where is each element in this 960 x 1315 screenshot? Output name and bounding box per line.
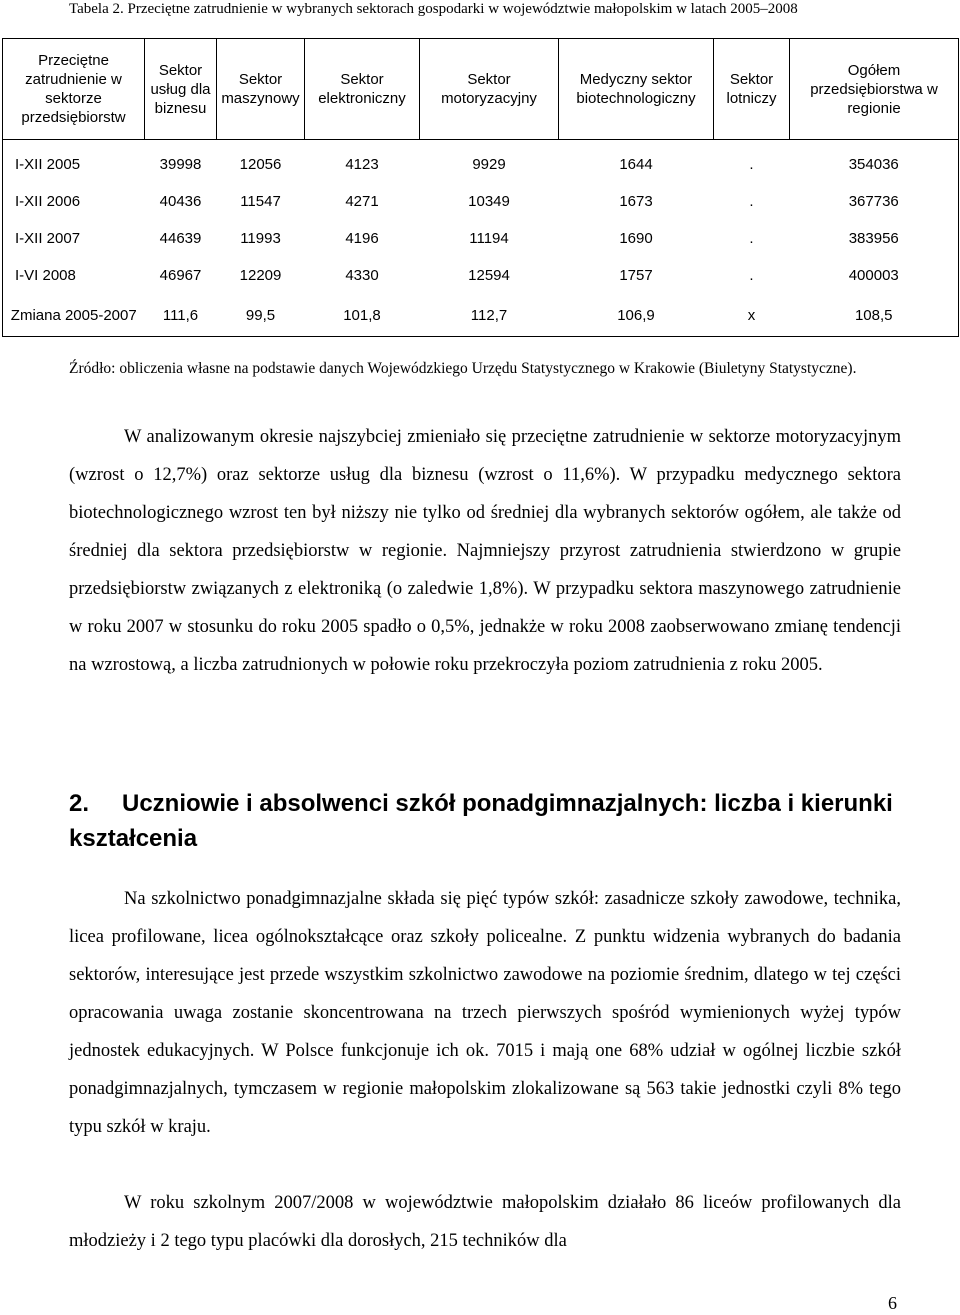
- section-title: Uczniowie i absolwenci szkół ponadgimnazjalnych: liczba i kierunki kształcenia: [69, 790, 893, 852]
- body-paragraph: Na szkolnictwo ponadgimnazjalne składa się pięć typów szkół: zasadnicze szkoły zawodowe, technika, licea profilowane, licea ogólnokształcące oraz szkoły policealne. Z punktu widzenia wybranych do badania sektorów, interesujące jest przede wszystkim szkolnictwo zawodowe na poziomie średnim, dlatego w tej części opracowania uwaga zostanie skoncentrowana na trzech pierwszych spośród wymienionych wyżej typów jednostek edukacyjnych. W Polsce funkcjonuje ich ok. 7015 i mają one 68% udział w ogólnej liczbie szkół ponadgimnazjalnych, tymczasem w regionie małopolskim zlokalizowane są 563 takie jednostki czyli 8% tego typu szkół w kraju.: [69, 889, 901, 1137]
- table-cell: .: [749, 230, 754, 247]
- row-label: I-XII 2007: [3, 220, 145, 257]
- table-cell: 111,6: [145, 294, 217, 337]
- table-cell: 1757: [619, 267, 653, 284]
- row-label: Zmiana 2005-2007: [3, 294, 145, 337]
- table-cell: .: [749, 193, 754, 210]
- table-cell: 400003: [790, 257, 959, 294]
- table-cell: 39998: [159, 156, 202, 173]
- table-cell: 11547: [240, 193, 281, 210]
- table-cell: 12594: [468, 267, 510, 284]
- table-cell: 9929: [472, 156, 506, 173]
- table-cell: 44639: [159, 230, 202, 247]
- table-cell: 108,5: [790, 294, 959, 337]
- table-row: [3, 220, 959, 257]
- table-cell: 4330: [345, 267, 379, 284]
- table-cell: 40436: [159, 193, 202, 210]
- table-row: [3, 140, 959, 184]
- table-cell: 12209: [239, 267, 282, 284]
- header-cell: Sektor maszynowy: [217, 39, 305, 140]
- table-cell: 354036: [790, 140, 959, 184]
- table-source-note: Źródło: obliczenia własne na podstawie danych Wojewódzkiego Urzędu Statystycznego w Krakowie (Biuletyny Statystyczne).: [69, 360, 857, 377]
- table-row: [3, 257, 959, 294]
- table-cell: 11194: [469, 230, 509, 247]
- table-cell: 1673: [619, 193, 653, 210]
- body-paragraph: W roku szkolnym 2007/2008 w województwie małopolskim działało 86 liceów profilowanych dla młodzieży i 2 tego typu placówki dla dorosłych, 215 techników dla: [69, 1193, 901, 1251]
- body-paragraph: W analizowanym okresie najszybciej zmieniało się przeciętne zatrudnienie w sektorze motoryzacyjnym (wzrost o 12,7%) oraz sektorze usług dla biznesu (wzrost o 11,6%). W przypadku medycznego sektora biotechnologicznego wzrost ten był niższy nie tylko od średniej dla wybranych sektorów ogółem, ale także od średniej dla sektora przedsiębiorstw w regionie. Najmniejszy przyrost zatrudnienia stwierdzono w grupie przedsiębiorstw związanych z elektroniką (o zaledwie 1,8%). W przypadku sektora maszynowego zatrudnienie w roku 2007 w stosunku do roku 2005 spadło o 0,5%, jednakże w roku 2008 zaobserwowano zmianę tendencji na wzrostową, a liczba zatrudnionych w połowie roku przekroczyła poziom zatrudnienia z roku 2005.: [69, 427, 901, 675]
- header-cell: Sektor elektroniczny: [305, 39, 420, 140]
- table-header-row: [3, 39, 959, 140]
- table-cell: .: [749, 267, 754, 284]
- table-cell: 46967: [159, 267, 202, 284]
- table-cell: 1644: [619, 156, 653, 173]
- table-cell: 12056: [239, 156, 282, 173]
- table-row: [3, 294, 959, 337]
- row-label: I-VI 2008: [3, 257, 145, 294]
- page-number: 6: [888, 1293, 897, 1313]
- table-cell: 367736: [790, 183, 959, 220]
- employment-table: [2, 38, 959, 337]
- table-cell: .: [749, 156, 754, 173]
- header-cell: Ogółem przedsiębiorstwa w regionie: [790, 39, 959, 140]
- table-caption: Tabela 2. Przeciętne zatrudnienie w wybranych sektorach gospodarki w województwie małopolskim w latach 2005–2008: [69, 1, 798, 17]
- row-label: I-XII 2005: [3, 140, 145, 184]
- table-cell: 112,7: [420, 294, 559, 337]
- table-cell: 99,5: [217, 294, 305, 337]
- table-cell: 383956: [790, 220, 959, 257]
- table-cell: 4271: [345, 193, 379, 210]
- table-cell: x: [714, 294, 790, 337]
- section-number: 2.: [69, 790, 90, 817]
- table-cell: 106,9: [559, 294, 714, 337]
- header-cell: Sektor motoryzacyjny: [420, 39, 559, 140]
- section-heading: [69, 786, 919, 856]
- table-cell: 11993: [240, 230, 281, 247]
- table-row: [3, 183, 959, 220]
- header-cell: Sektor lotniczy: [714, 39, 790, 140]
- header-cell: Sektor usług dla biznesu: [145, 39, 217, 140]
- header-cell: Medyczny sektor biotechnologiczny: [559, 39, 714, 140]
- table-cell: 10349: [468, 193, 510, 210]
- table-cell: 4123: [345, 156, 379, 173]
- table-cell: 101,8: [305, 294, 420, 337]
- header-cell: Przeciętne zatrudnienie w sektorze przedsiębiorstw: [3, 39, 145, 140]
- table-cell: 4196: [345, 230, 379, 247]
- row-label: I-XII 2006: [3, 183, 145, 220]
- table-cell: 1690: [619, 230, 653, 247]
